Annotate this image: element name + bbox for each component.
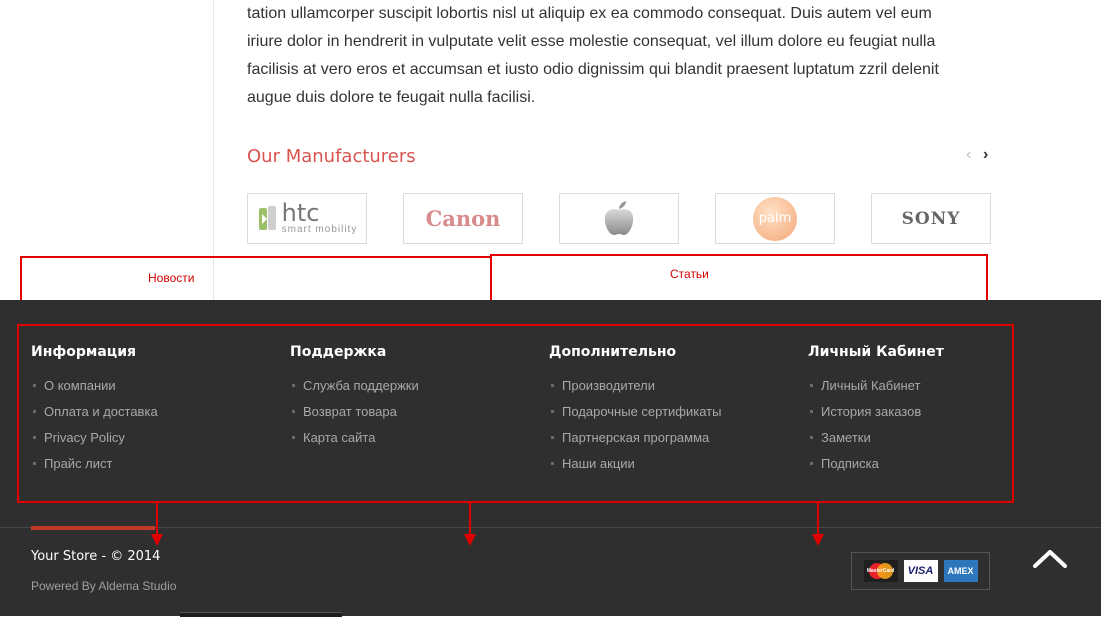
- article-line: facilisis at vero eros et accumsan et iusto odio dignissim qui blandit praesent luptatum zzril delenit: [247, 61, 939, 78]
- manufacturers-title: Our Manufacturers: [247, 146, 416, 167]
- footer-link[interactable]: Производители: [549, 377, 721, 403]
- carousel-next-icon[interactable]: ›: [983, 146, 989, 163]
- footer-link[interactable]: Служба поддержки: [290, 377, 419, 403]
- footer-divider: [0, 527, 1101, 528]
- footer-column-title: Дополнительно: [549, 344, 677, 360]
- amex-label: AMEX: [947, 566, 974, 576]
- arrow-down-icon: [463, 502, 477, 546]
- htc-mark-icon: [257, 204, 279, 234]
- footer-column-title: Личный Кабинет: [808, 344, 944, 360]
- footer-column-title: Информация: [31, 344, 136, 360]
- footer-link[interactable]: Возврат товара: [290, 403, 419, 429]
- tab-news[interactable]: Новости: [148, 271, 195, 285]
- footer-links-box: [17, 324, 1014, 503]
- articles-tab-box[interactable]: [490, 254, 988, 302]
- amex-icon: [944, 560, 978, 582]
- palm-wordmark: palm: [758, 211, 792, 226]
- footer-link[interactable]: Наши акции: [549, 455, 721, 481]
- visa-icon: [904, 560, 938, 582]
- canon-wordmark: Canon: [425, 206, 501, 231]
- footer-link[interactable]: Подарочные сертификаты: [549, 403, 721, 429]
- payment-methods: [851, 552, 990, 590]
- arrow-down-icon: [150, 502, 164, 546]
- sony-wordmark: SONY: [901, 208, 961, 229]
- footer-link[interactable]: Личный Кабинет: [808, 377, 944, 403]
- article-line: iriure dolor in hendrerit in vulputate velit esse molestie consequat, vel illum dolore eu feugiat nulla: [247, 33, 936, 50]
- mastercard-label: MasterCard: [866, 568, 895, 574]
- manufacturer-logo-apple[interactable]: [559, 193, 679, 244]
- footer-accent-bar: [31, 526, 155, 530]
- tab-articles[interactable]: Статьи: [670, 267, 709, 281]
- footer-column-title: Поддержка: [290, 344, 387, 360]
- article-body: [247, 0, 967, 112]
- footer-link[interactable]: Оплата и доставка: [31, 403, 158, 429]
- bottom-edge-bar: [180, 612, 342, 617]
- manufacturer-logo-canon[interactable]: [403, 193, 523, 244]
- manufacturer-logo-htc[interactable]: [247, 193, 367, 244]
- footer-link[interactable]: Privacy Policy: [31, 429, 158, 455]
- chevron-up-icon: [1030, 544, 1070, 574]
- copyright-text: Your Store - © 2014: [31, 549, 161, 564]
- htc-tagline: smart mobility: [281, 224, 358, 235]
- carousel-prev-icon[interactable]: ‹: [966, 146, 972, 163]
- article-line: tation ullamcorper suscipit lobortis nisl ut aliquip ex ea commodo consequat. Duis autem vel eum: [247, 5, 932, 22]
- powered-by-link[interactable]: Powered By Aldema Studio: [31, 579, 177, 593]
- news-tab-box[interactable]: [20, 256, 492, 302]
- apple-icon: [602, 199, 636, 239]
- palm-badge: [753, 197, 797, 241]
- back-to-top-button[interactable]: [1030, 544, 1070, 574]
- footer-link[interactable]: Прайс лист: [31, 455, 158, 481]
- sidebar-divider: [213, 0, 214, 300]
- footer-link[interactable]: О компании: [31, 377, 158, 403]
- htc-wordmark: htc: [281, 199, 320, 227]
- footer-link[interactable]: Партнерская программа: [549, 429, 721, 455]
- mastercard-icon: [864, 560, 898, 582]
- article-line: augue duis dolore te feugait nulla facilisi.: [247, 89, 536, 106]
- footer-link[interactable]: Заметки: [808, 429, 944, 455]
- footer-link[interactable]: Карта сайта: [290, 429, 419, 455]
- footer-link[interactable]: Подписка: [808, 455, 944, 481]
- arrow-down-icon: [811, 502, 825, 546]
- visa-label: VISA: [907, 565, 934, 577]
- manufacturer-logo-sony[interactable]: [871, 193, 991, 244]
- footer-link[interactable]: История заказов: [808, 403, 944, 429]
- manufacturer-logo-palm[interactable]: [715, 193, 835, 244]
